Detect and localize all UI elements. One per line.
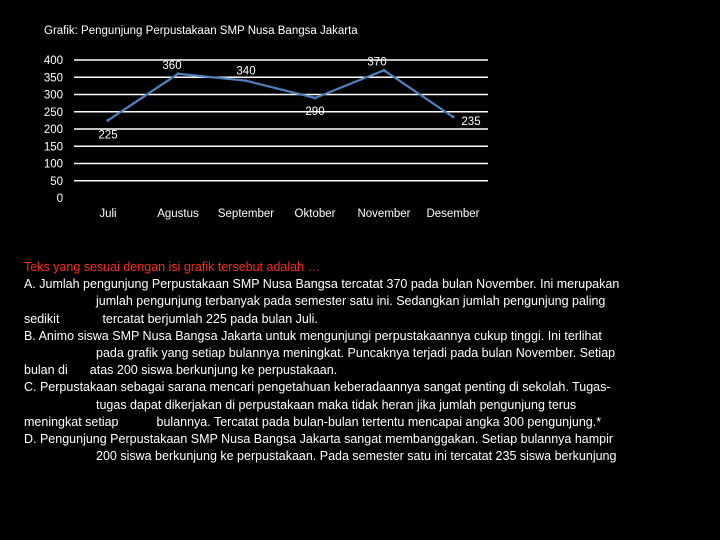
option-b-line-3-end: atas 200 siswa berkunjung ke perpustakaan. bbox=[89, 363, 338, 378]
option-a-line-1: A. Jumlah pengunjung Perpustakaan SMP Nusa Bangsa tercatat 370 pada bulan November. Ini merupakan bbox=[24, 277, 620, 292]
option-a-line-3 bbox=[24, 311, 704, 328]
y-tick-label: 50 bbox=[50, 175, 63, 188]
data-label: 340 bbox=[236, 65, 256, 78]
data-point bbox=[452, 115, 455, 118]
option-c-line-3-start: meningkat setiap bbox=[24, 414, 119, 429]
chart-title: Grafik: Pengunjung Perpustakaan SMP Nusa Bangsa Jakarta bbox=[44, 25, 358, 37]
y-tick-label: 300 bbox=[43, 89, 63, 102]
y-tick-label: 200 bbox=[43, 124, 63, 136]
y-tick-label: 0 bbox=[56, 193, 63, 205]
x-tick-label: Juli bbox=[99, 208, 117, 220]
x-tick-label: Oktober bbox=[294, 208, 336, 220]
option-d-line-1: D. Pengunjung Perpustakaan SMP Nusa Bangsa Jakarta sangat membanggakan. Setiap bulannya hampir bbox=[24, 432, 614, 447]
option-c-line-3-end: bulannya. Tercatat pada bulan-bulan tertentu mencapai angka 300 pengunjung.* bbox=[156, 414, 602, 429]
x-tick-label: Desember bbox=[426, 208, 480, 220]
data-point bbox=[245, 79, 248, 82]
option-b-line-2: pada grafik yang setiap bulannya meningkat. Puncaknya terjadi pada bulan November. Setiap bbox=[96, 346, 616, 361]
y-tick-label: 400 bbox=[43, 55, 63, 67]
option-a-line-3-start: sedikit bbox=[24, 311, 60, 326]
option-b-line-3 bbox=[24, 362, 704, 379]
question-block bbox=[24, 259, 704, 465]
x-tick-label: November bbox=[357, 208, 411, 220]
data-point bbox=[314, 96, 317, 99]
option-d-line-2: 200 siswa berkunjung ke perpustakaan. Pada semester satu ini tercatat 235 siswa berkunjung bbox=[96, 449, 617, 464]
data-label: 225 bbox=[98, 129, 118, 142]
y-tick-label: 350 bbox=[43, 72, 63, 85]
data-label: 290 bbox=[305, 105, 325, 118]
option-d[interactable] bbox=[24, 431, 704, 465]
option-c-line-3 bbox=[24, 414, 704, 431]
data-point bbox=[107, 119, 110, 122]
y-tick-label: 150 bbox=[43, 141, 63, 154]
option-a-line-2: jumlah pengunjung terbanyak pada semester satu ini. Sedangkan jumlah pengunjung paling bbox=[96, 294, 606, 309]
y-tick-label: 250 bbox=[43, 106, 63, 119]
x-tick-label: Agustus bbox=[157, 208, 199, 220]
x-tick-label: September bbox=[217, 208, 275, 220]
option-c[interactable] bbox=[24, 379, 704, 431]
line-chart bbox=[0, 0, 720, 240]
y-tick-label: 100 bbox=[43, 158, 63, 171]
data-label: 235 bbox=[461, 115, 481, 128]
data-point bbox=[177, 72, 180, 75]
option-b[interactable] bbox=[24, 328, 704, 380]
data-label: 360 bbox=[162, 59, 182, 72]
option-a-line-3-end: tercatat berjumlah 225 pada bulan Juli. bbox=[102, 311, 318, 326]
option-b-line-3-start: bulan di bbox=[24, 363, 68, 378]
option-b-line-1: B. Animo siswa SMP Nusa Bangsa Jakarta untuk mengunjungi perpustakaannya cukup tinggi. Ini terlihat bbox=[24, 328, 602, 343]
data-point bbox=[383, 69, 386, 72]
option-c-line-1: C. Perpustakaan sebagai sarana mencari pengetahuan keberadaannya sangat penting di sekolah. Tugas- bbox=[24, 380, 611, 395]
question-prompt: Teks yang sesuai dengan isi grafik tersebut adalah … bbox=[24, 260, 321, 274]
data-label: 370 bbox=[367, 56, 387, 69]
option-c-line-2: tugas dapat dikerjakan di perpustakaan maka tidak heran jika jumlah pengunjung terus bbox=[96, 397, 577, 412]
option-a[interactable] bbox=[24, 276, 704, 328]
